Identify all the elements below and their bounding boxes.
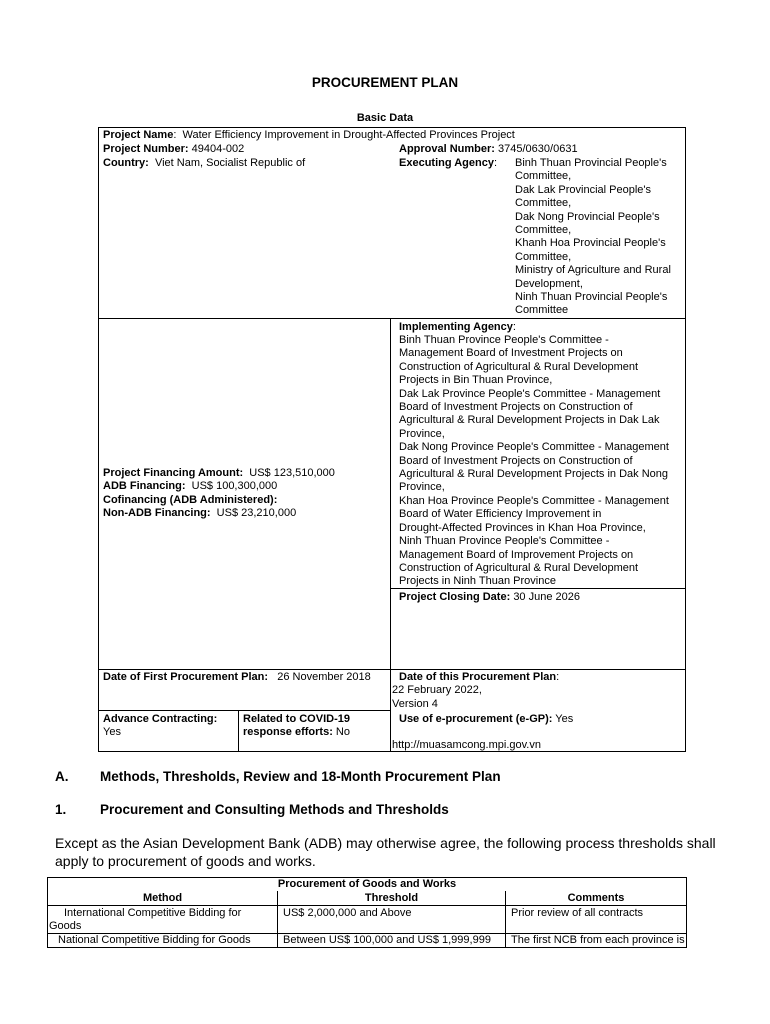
adb-financing-label: ADB Financing: [103, 480, 186, 493]
implementing-agency-line: Dak Nong Province People's Committee - Management [399, 441, 669, 454]
this-plan-label-row: Date of this Procurement Plan: [399, 671, 560, 683]
executing-agency-line: Ministry of Agriculture and Rural [515, 264, 671, 277]
implementing-agency-list [399, 334, 669, 589]
cell-method [49, 907, 241, 934]
closing-date-label: Project Closing Date: [399, 591, 511, 603]
implementing-agency-line: Board of Investment Projects on Construction of [399, 454, 633, 467]
approval-number-value: 3745/0630/0631 [498, 143, 578, 155]
cell-method: National Competitive Bidding for Goods [58, 934, 251, 946]
section-1-number: 1. [55, 802, 67, 817]
this-plan-block [392, 671, 559, 711]
approval-number-label: Approval Number: [399, 143, 495, 155]
executing-agency-line: Khanh Hoa Provincial People's [515, 237, 666, 250]
financing-amount-label: Project Financing Amount: [103, 467, 244, 479]
executing-agency-line: Committee, [515, 250, 572, 263]
implementing-agency-label: Implementing Agency [399, 321, 513, 333]
implementing-agency-line: Construction of Agricultural & Rural Development [399, 360, 639, 373]
column-header-method: Method [142, 892, 183, 904]
section-a-title: Methods, Thresholds, Review and 18-Month Procurement Plan [100, 769, 501, 784]
first-plan-label: Date of First Procurement Plan: [103, 671, 269, 683]
implementing-agency-line: Province, [399, 427, 445, 440]
covid-cell [243, 713, 350, 740]
implementing-agency-line: Ninh Thuan Province People's Committee - [399, 535, 610, 548]
cell-threshold: Between US$ 100,000 and US$ 1,999,999 [283, 934, 491, 946]
first-plan-date: 26 November 2018 [277, 671, 371, 683]
executing-agency-line: Committee [515, 304, 569, 317]
country-value: Viet Nam, Socialist Republic of [154, 157, 306, 169]
project-name-value: Water Efficiency Improvement in Drought-Affected Provinces Project [182, 129, 515, 141]
goods-table-caption: Procurement of Goods and Works [277, 878, 457, 890]
adb-financing-value: US$ 100,300,000 [191, 480, 278, 493]
executing-agency-line: Dak Nong Provincial People's [515, 210, 660, 223]
cofinancing-row [103, 494, 335, 507]
cofinancing-label: Cofinancing (ADB Administered): [103, 493, 278, 506]
basic-data-heading: Basic Data [356, 112, 414, 124]
method-line: Goods [49, 920, 82, 933]
implementing-agency-line: Management Board of Investment Projects on [399, 347, 623, 360]
non-adb-row [103, 507, 335, 520]
implementing-agency-line: Board of Water Efficiency Improvement in [399, 508, 602, 521]
intro-line: apply to procurement of goods and works. [55, 853, 316, 869]
column-header-threshold: Threshold [364, 892, 419, 904]
plan-version: Version 4 [392, 697, 438, 710]
project-number-row [103, 143, 244, 156]
section-a-number: A. [55, 769, 69, 784]
implementing-agency-line: Management Board of Improvement Projects on [399, 548, 634, 561]
executing-agency-label-row: Executing Agency: [399, 157, 498, 169]
advance-contracting-value: Yes [103, 726, 121, 739]
implementing-agency-line: Drought-Affected Provinces in Khan Hoa Province, [399, 521, 646, 534]
project-number-label: Project Number: [103, 143, 189, 155]
implementing-agency-line: Province, [399, 481, 445, 494]
cell-threshold: US$ 2,000,000 and Above [283, 907, 412, 919]
executing-agency-label: Executing Agency [399, 157, 494, 169]
covid-value: No [335, 726, 350, 739]
project-name-label: Project Name [103, 129, 174, 141]
covid-label-line1: Related to COVID-19 [243, 713, 350, 725]
egp-row [399, 713, 573, 726]
executing-agency-line: Binh Thuan Provincial People's [515, 157, 667, 169]
implementing-agency-line: Projects in Bin Thuan Province, [399, 374, 553, 387]
adb-financing-row [103, 480, 335, 493]
executing-agency-line: Dak Lak Provincial People's [515, 183, 652, 196]
executing-agency-list [515, 157, 671, 318]
column-header-comments: Comments [567, 892, 625, 904]
closing-date-row [399, 591, 580, 604]
implementing-agency-label-row: Implementing Agency: [399, 321, 516, 333]
project-number-value: 49404-002 [191, 143, 245, 155]
advance-contracting-cell [103, 713, 217, 740]
section-1-title: Procurement and Consulting Methods and Thresholds [100, 802, 449, 817]
implementing-agency-line: Agricultural & Rural Development Projects in Dak Nong [399, 468, 669, 481]
executing-agency-line: Development, [515, 277, 583, 290]
financing-amount-value: US$ 123,510,000 [249, 467, 335, 479]
implementing-agency-line: Khan Hoa Province People's Committee - Management [399, 494, 669, 507]
egp-label: Use of e-procurement (e-GP): [399, 713, 553, 725]
non-adb-value: US$ 23,210,000 [216, 507, 297, 520]
executing-agency-line: Committee, [515, 224, 572, 237]
country-row [103, 157, 305, 170]
cell-comments: Prior review of all contracts [511, 907, 644, 919]
executing-agency-line: Committee, [515, 170, 572, 183]
project-name-row: Project Name: Water Efficiency Improvement in Drought-Affected Provinces Project [103, 129, 515, 141]
advance-contracting-label: Advance Contracting: [103, 713, 218, 725]
first-plan-row [103, 671, 371, 684]
implementing-agency-line: Board of Investment Projects on Construction of [399, 401, 633, 414]
country-label: Country: [103, 157, 149, 169]
page-title: PROCUREMENT PLAN [311, 75, 459, 90]
covid-label-line2: response efforts: [243, 726, 333, 739]
approval-number-row [399, 143, 578, 156]
method-line: International Competitive Bidding for [64, 907, 242, 919]
implementing-agency-line: Projects in Ninh Thuan Province [399, 575, 556, 588]
cell-comments: The first NCB from each province is [511, 934, 685, 946]
egp-value: Yes [555, 713, 574, 725]
closing-date-value: 30 June 2026 [513, 591, 580, 603]
intro-paragraph [55, 834, 716, 870]
implementing-agency-line: Dak Lak Province People's Committee - Management [399, 387, 661, 400]
implementing-agency-line: Binh Thuan Province People's Committee - [399, 334, 609, 346]
non-adb-label: Non-ADB Financing: [103, 507, 211, 520]
executing-agency-line: Ninh Thuan Provincial People's [515, 291, 668, 304]
implementing-agency-line: Agricultural & Rural Development Projects in Dak Lak [399, 414, 660, 427]
implementing-agency-line: Construction of Agricultural & Rural Development [399, 561, 639, 574]
intro-line: Except as the Asian Development Bank (ADB) may otherwise agree, the following process thresholds shall [55, 835, 716, 851]
egp-url[interactable]: http://muasamcong.mpi.gov.vn [392, 739, 541, 751]
executing-agency-line: Committee, [515, 197, 572, 210]
financing-amount-row [103, 467, 335, 480]
this-plan-label: Date of this Procurement Plan [399, 671, 557, 683]
this-plan-date: 22 February 2022, [392, 684, 482, 697]
financing-block [103, 467, 335, 521]
